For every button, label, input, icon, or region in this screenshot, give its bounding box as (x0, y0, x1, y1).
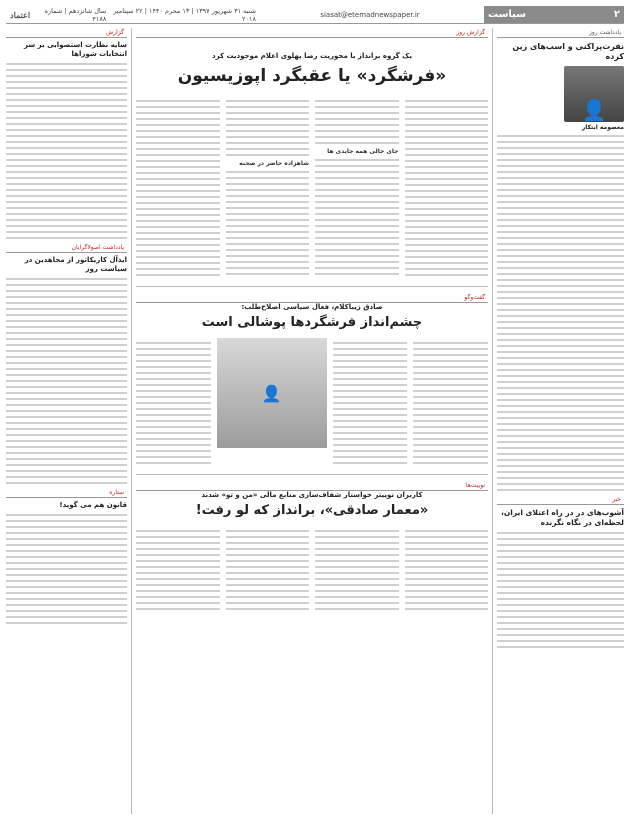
left-headline-3: قانون هم می گوید! (59, 501, 127, 509)
interview-body (136, 338, 488, 468)
tweets-body (136, 526, 488, 614)
left-body-text-2 (6, 278, 127, 484)
tweets-headline: «معمار صادقی»، برانداز که لو رفت! (195, 503, 429, 518)
left-body-text-1 (6, 63, 127, 239)
kicker-2: صادق زیباکلام، فعال سیاسی اصلاح‌طلب: (241, 303, 383, 311)
subhead-2: شاهزاده حاضر در صحنه (239, 160, 309, 167)
interview-photo: 👤 (217, 338, 327, 448)
right-box-title: آشوب‌های در در راه اعتلای ایران، لحظه‌ای در نگاه نگرنده (501, 508, 624, 527)
tweets-tag: توییت‌ها (136, 481, 488, 491)
section-title: سیاست (488, 9, 527, 20)
kicker-3: کاربران توییتر خواستار شفاف‌سازی منابع مالی «من و تو» شدند (201, 491, 423, 499)
left-tag-2: یادداشت اصولاگرایان (6, 243, 127, 253)
section-bar (484, 6, 624, 23)
story-col-1 (405, 96, 489, 280)
right-headline: نفرت‌پراکنی و اسب‌های زین کرده (512, 42, 624, 61)
left-tag-3: ستاره (6, 488, 127, 498)
left-body-text-3 (6, 514, 127, 624)
portrait-caption: معصومه ابتکار (581, 124, 624, 131)
left-tag: گزارش (6, 28, 127, 38)
interview-col-3 (136, 338, 211, 468)
interview-tag: گفت‌وگو (136, 293, 488, 303)
kicker-1: یک گروه برانداز با محوریت رضا پهلوی اعلام موجودیت کرد (212, 52, 412, 60)
author-portrait: 👤 (564, 66, 624, 122)
subhead-1: جای خالی همه جایدی ها (327, 148, 399, 155)
story-col-2 (315, 96, 399, 280)
tweets-col-3 (226, 526, 310, 614)
left-headline-2: ایدآل کاریکاتور از مجاهدین در سیاست روز (24, 256, 127, 273)
site-email[interactable]: siasat@etemadnewspaper.ir (320, 10, 420, 19)
left-column (6, 28, 132, 814)
interview-col-1 (413, 338, 488, 468)
center-column (136, 28, 488, 814)
interview-col-2 (333, 338, 408, 468)
right-column (492, 28, 624, 814)
main-headline: «فرشگرد» یا عقبگرد اپوزیسیون (177, 66, 447, 86)
date-line: شنبه ۳۱ شهریور ۱۳۹۷ | ۱۳ محرم ۱۴۴۰ | ۲۲ سپتامبر ۲۰۱۸ (113, 6, 256, 23)
right-body-text (497, 135, 624, 491)
right-tag-2: خبر (497, 495, 624, 505)
page-header (6, 6, 624, 24)
tweets-col-1 (405, 526, 489, 614)
left-headline-1: سایه نظارت استصوابی بر سر انتخابات شوراها (23, 41, 127, 58)
interview-headline: چشم‌انداز فرشگرد‌ها پوشالی است (201, 315, 423, 330)
date-info (6, 6, 256, 23)
story-col-3 (226, 96, 310, 280)
main-story-body (136, 96, 488, 280)
tweets-col-2 (315, 526, 399, 614)
right-tag: یادداشت روز (497, 28, 624, 38)
tweets-col-4 (136, 526, 220, 614)
right-box-text (497, 532, 624, 648)
photo-wrapper (217, 338, 327, 468)
newspaper-logo: اعتماد (10, 9, 31, 20)
story-col-4 (136, 96, 220, 280)
issue-line: سال شانزدهم | شماره ۴۱۸۸ (44, 6, 107, 23)
center-tag: گزارش روز (136, 28, 488, 38)
page-number: ۲ (613, 9, 620, 20)
